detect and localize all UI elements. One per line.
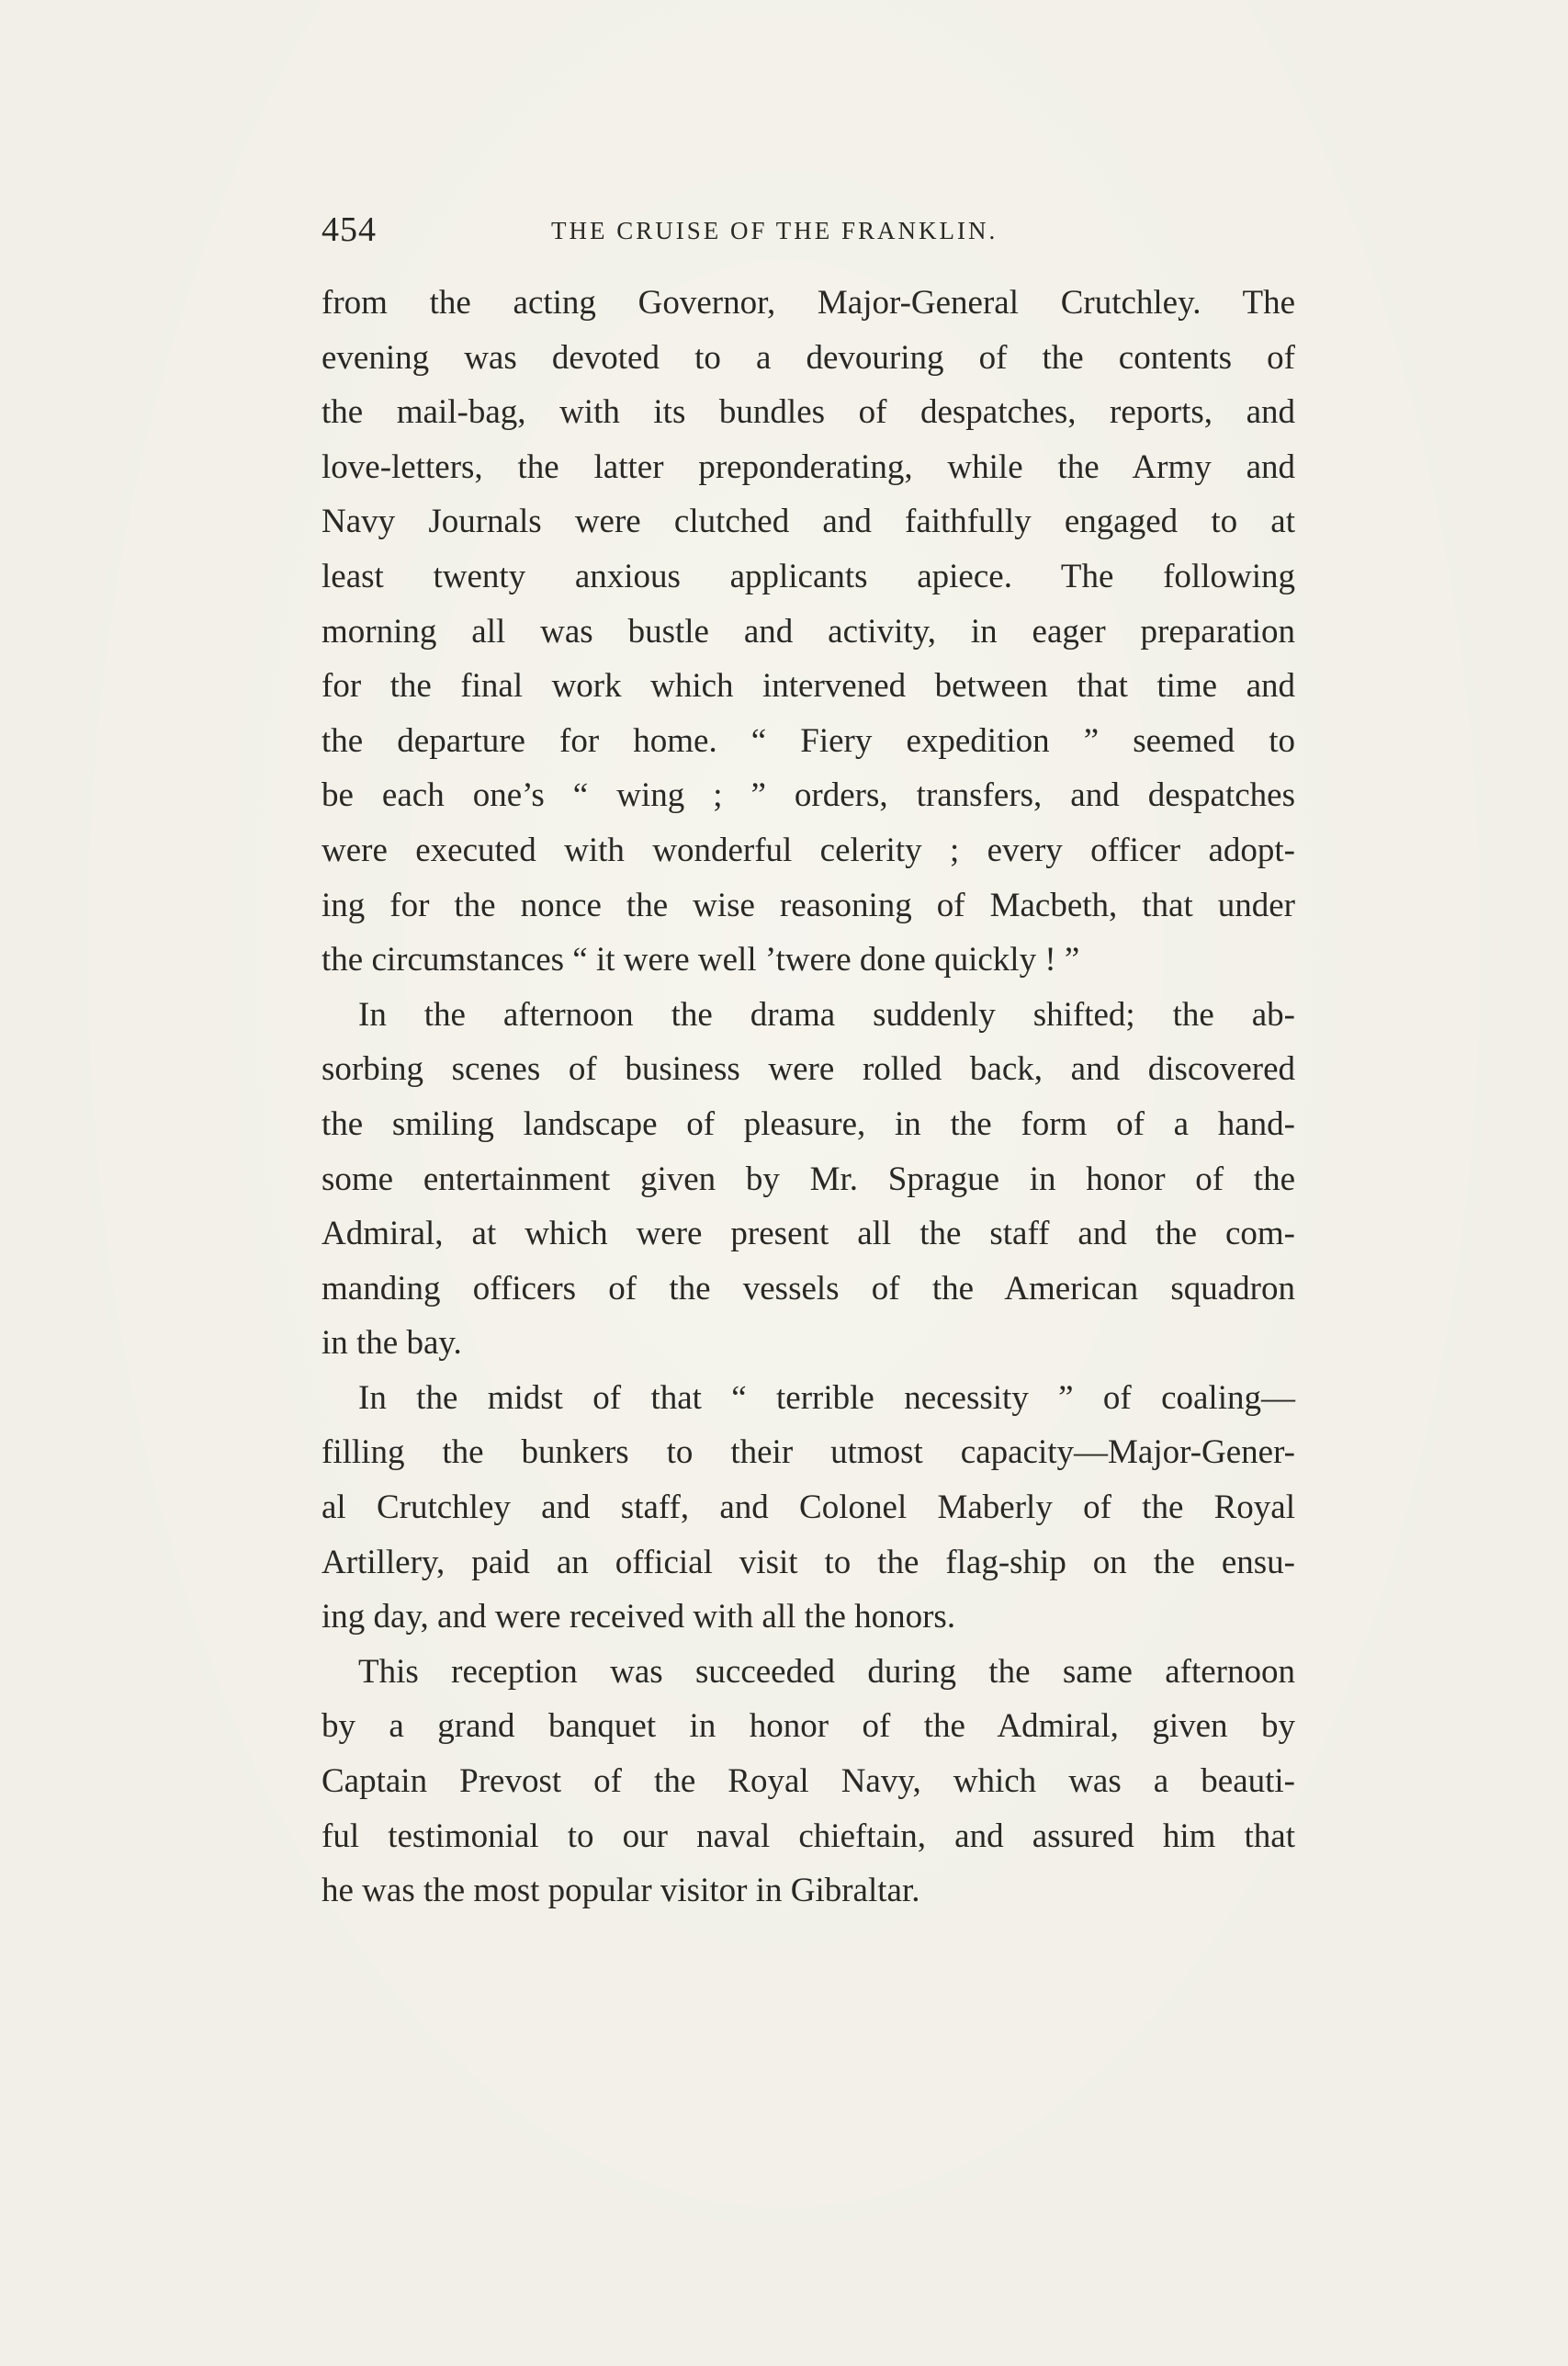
text-line: the circumstances “ it were well ’twere done quickly ! ” (321, 941, 1080, 979)
text-line: the mail-bag, with its bundles of despatches, reports, and (321, 393, 1295, 432)
text-line: some entertainment given by Mr. Sprague in honor of the (321, 1160, 1295, 1198)
text-line: by a grand banquet in honor of the Admiral, given by (321, 1707, 1295, 1746)
text-line: ful testimonial to our naval chieftain, and assured him that (321, 1817, 1295, 1855)
text-line: the smiling landscape of pleasure, in the form of a hand- (321, 1104, 1295, 1143)
text-line: in the bay. (321, 1324, 462, 1363)
text-line: Captain Prevost of the Royal Navy, which was a beauti- (321, 1762, 1295, 1801)
text-line: were executed with wonderful celerity ; every officer adopt- (321, 831, 1295, 869)
text-line: manding officers of the vessels of the American squadron (321, 1269, 1295, 1308)
text-line: Artillery, paid an official visit to the flag-ship on the ensu- (321, 1543, 1295, 1581)
text-line: sorbing scenes of business were rolled back, and discovered (321, 1050, 1295, 1089)
text-line: Admiral, at which were present all the staff and the com- (321, 1215, 1295, 1253)
text-line: from the acting Governor, Major-General Crutchley. The (321, 284, 1295, 322)
text-line: he was the most popular visitor in Gibraltar. (321, 1872, 920, 1910)
text-line: ing for the nonce the wise reasoning of Macbeth, that under (321, 886, 1295, 924)
text-line: This reception was succeeded during the same afternoon (358, 1652, 1295, 1691)
text-line: filling the bunkers to their utmost capacity—Major-Gener- (321, 1433, 1295, 1472)
running-head (321, 209, 1295, 255)
text-line: be each one’s “ wing ; ” orders, transfers, and despatches (321, 776, 1295, 815)
text-line: the departure for home. “ Fiery expedition ” seemed to (321, 721, 1295, 760)
running-title: THE CRUISE OF THE FRANKLIN. (551, 217, 998, 244)
body-text (321, 276, 1295, 1919)
page-number: 454 (321, 210, 377, 249)
text-line: morning all was bustle and activity, in eager preparation (321, 612, 1295, 651)
text-line: Navy Journals were clutched and faithfully engaged to at (321, 503, 1295, 541)
text-line: evening was devoted to a devouring of the contents of (321, 338, 1295, 377)
text-line: for the final work which intervened between that time and (321, 667, 1295, 706)
text-line: ing day, and were received with all the honors. (321, 1598, 956, 1636)
text-line: In the midst of that “ terrible necessity ” of coaling— (358, 1378, 1295, 1417)
text-line: love-letters, the latter preponderating, while the Army and (321, 447, 1295, 486)
text-line: In the afternoon the drama suddenly shifted; the ab- (358, 995, 1295, 1034)
text-line: al Crutchley and staff, and Colonel Maberly of the Royal (321, 1489, 1295, 1527)
text-line: least twenty anxious applicants apiece. The following (321, 557, 1295, 595)
